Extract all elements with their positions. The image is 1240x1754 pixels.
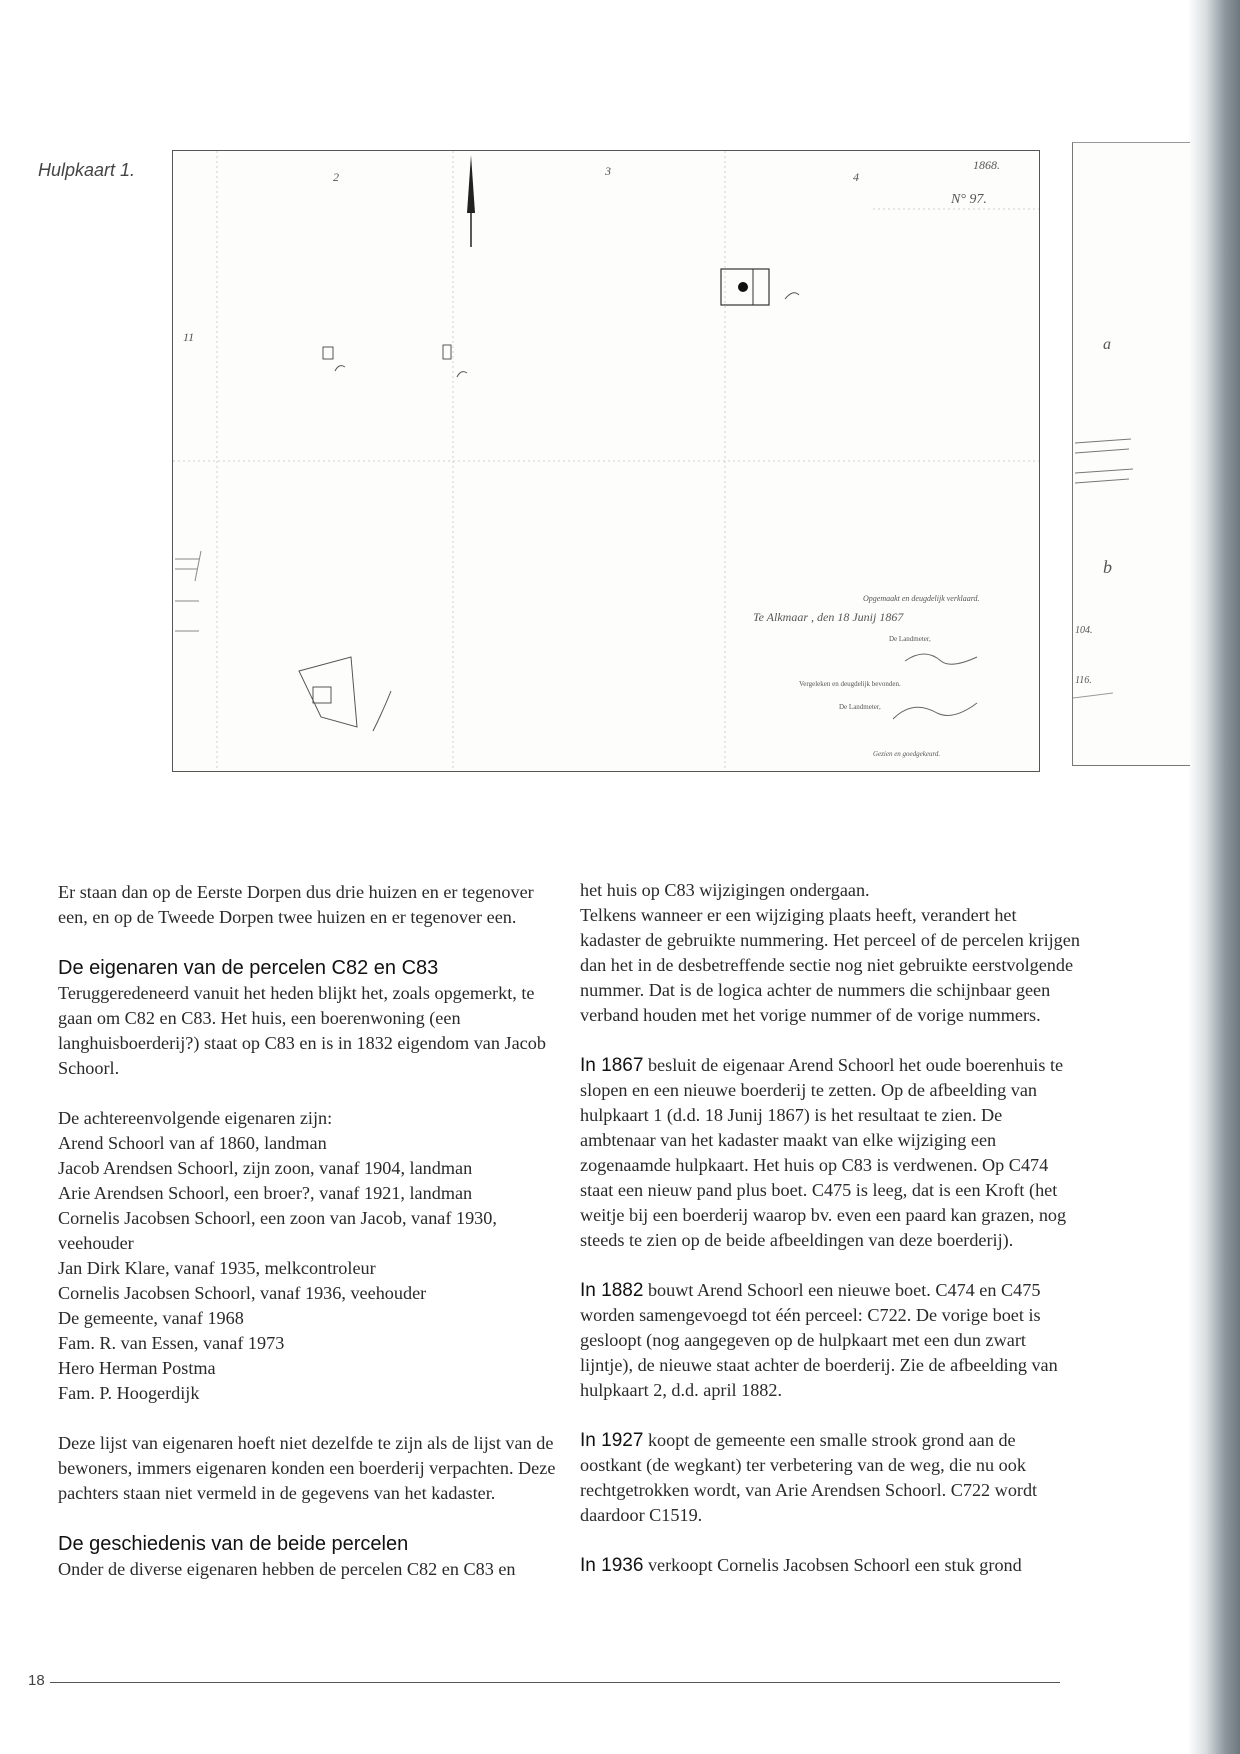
north-arrow-icon (467, 155, 475, 247)
side-notes (1075, 439, 1133, 483)
sheet-number-2: 2 (333, 170, 339, 184)
owners-list (58, 1131, 558, 1406)
list-item: Fam. R. van Essen, vanaf 1973 (58, 1333, 285, 1353)
entry-text: verkoopt Cornelis Jacobsen Schoorl een stuk grond (647, 1555, 1022, 1575)
list-item: Fam. P. Hoogerdijk (58, 1383, 200, 1403)
adjacent-map-fragment (1072, 142, 1190, 766)
map-number: N° 97. (951, 192, 987, 207)
cadastral-map (172, 150, 1040, 772)
list-item: Arend Schoorl van af 1860, landman (58, 1133, 327, 1153)
certification-place-date: Te Alkmaar , den 18 Junij 1867 (753, 610, 904, 624)
heading-history: De geschiedenis van de beide percelen (58, 1533, 409, 1555)
right-column (580, 878, 1080, 1578)
house-parcel (721, 269, 799, 305)
left-column (58, 880, 558, 1582)
surveyor-signature (905, 654, 977, 664)
entry-text: bouwt Arend Schoorl een nieuwe boet. C474 en C475 worden samengevoegd tot één perceel: C722. De vorige boet is gesloopt (nog aangegeven op de hulpkaart met een dun zwart lijntje), de nieuwe staat achter de boerderij. Zie de afbeelding van hulpkaart 2, d.d. april 1882. (580, 1280, 1058, 1400)
certification-surveyor-2: De Landmeter, (839, 703, 881, 711)
list-item: Jacob Arendsen Schoorl, zijn zoon, vanaf 1904, landman (58, 1158, 473, 1178)
map-drawing (173, 151, 1039, 771)
certification-made: Opgemaakt en deugdelijk verklaard. (863, 594, 980, 603)
entry-text: koopt de gemeente een smalle strook grond aan de oostkant (de wegkant) ter verbetering van de weg, die nu ook rechtgetrokken wordt, van Arie Arendsen Schoorl. C722 wordt daardoor C1519. (580, 1430, 1038, 1525)
entry-year: In 1882 (580, 1280, 644, 1301)
entry-year: In 1936 (580, 1555, 644, 1576)
small-buildings (299, 345, 467, 731)
entry-text: besluit de eigenaar Arend Schoorl het oude boerenhuis te slopen en een nieuwe boerderij te zetten. Op de afbeelding van hulpkaart 1 (d.d. 18 Junij 1867) is het resultaat te zien. De ambtenaar van het kadaster maakt van elke wijziging een zogenaamde hulpkaart. Het huis op C83 is verdwenen. Op C474 staat een nieuw pand plus boet. C475 is leeg, dat is een Kroft (het weitje bij een boerderij waarop bv. even een paard kan grazen, nog steeds te zien op de beide afbeeldingen van deze boerderij). (580, 1055, 1067, 1250)
side-label-b: b (1103, 557, 1112, 577)
owners-paragraph: Teruggeredeneerd vanuit het heden blijkt het, zoals opgemerkt, te gaan om C82 en C83. Het huis, een boerenwoning (een langhuisboerderij?) staat op C83 en is in 1832 eigendom van Jacob Schoorl. (58, 983, 546, 1078)
numbering-paragraph: Telkens wanneer er een wijziging plaats heeft, verandert het kadaster de gebruikte nummering. Het perceel of de percelen krijgen dan het in de desbetreffende sectie nog niet gebruikte eerstvolgende nummer. Dat is de logica achter de nummers die schijnbaar geen verband houden met het vorige nummer of de vorige nummers. (580, 905, 1080, 1025)
owners-note-paragraph: Deze lijst van eigenaren hoeft niet dezelfde te zijn als de lijst van de bewoners, immers eigenaren konden een boerderij verpachten. Deze pachters staan niet vermeld in de gegevens van het kadaster. (58, 1433, 556, 1503)
figure-caption: Hulpkaart 1. (38, 160, 136, 180)
map-year: 1868. (973, 158, 1000, 172)
sheet-number-4: 4 (853, 170, 859, 184)
sheet-number-3: 3 (605, 164, 611, 178)
adjacent-map-drawing (1073, 143, 1189, 765)
left-edge-marks (175, 551, 201, 631)
list-item: Cornelis Jacobsen Schoorl, vanaf 1936, veehouder (58, 1283, 427, 1303)
second-signature (893, 703, 977, 719)
page-number: 18 (28, 1672, 45, 1689)
list-item: Arie Arendsen Schoorl, een broer?, vanaf 1921, landman (58, 1183, 473, 1203)
side-label-a: a (1103, 336, 1111, 353)
continuation-paragraph: het huis op C83 wijzigingen ondergaan. (580, 880, 870, 900)
side-number-116: 116. (1075, 675, 1092, 686)
heading-owners: De eigenaren van de percelen C82 en C83 (58, 957, 439, 979)
side-number-104: 104. (1075, 625, 1093, 636)
entry-1882 (580, 1278, 1080, 1403)
intro-paragraph: Er staan dan op de Eerste Dorpen dus drie huizen en er tegenover een, en op de Tweede Dorpen twee huizen en er tegenover een. (58, 882, 534, 927)
owners-list-intro: De achtereenvolgende eigenaren zijn: (58, 1108, 333, 1128)
certification-surveyor: De Landmeter, (889, 635, 931, 643)
entry-year: In 1927 (580, 1430, 644, 1451)
entry-1936 (580, 1553, 1080, 1578)
certification-approved: Gezien en goedgekeurd. (873, 750, 941, 758)
map-label-11: 11 (183, 330, 195, 344)
entry-1927 (580, 1428, 1080, 1528)
history-paragraph: Onder de diverse eigenaren hebben de percelen C82 en C83 en (58, 1559, 516, 1579)
list-item: Hero Herman Postma (58, 1358, 216, 1378)
footer-rule (50, 1682, 1060, 1683)
certification-checked: Vergeleken en deugdelijk bevonden. (799, 680, 901, 688)
entry-1867 (580, 1053, 1080, 1253)
list-item: Jan Dirk Klare, vanaf 1935, melkcontroleur (58, 1258, 376, 1278)
page-edge-shadow (1188, 0, 1240, 1754)
list-item: Cornelis Jacobsen Schoorl, een zoon van Jacob, vanaf 1930, veehouder (58, 1208, 497, 1253)
list-item: De gemeente, vanaf 1968 (58, 1308, 244, 1328)
entry-year: In 1867 (580, 1055, 644, 1076)
